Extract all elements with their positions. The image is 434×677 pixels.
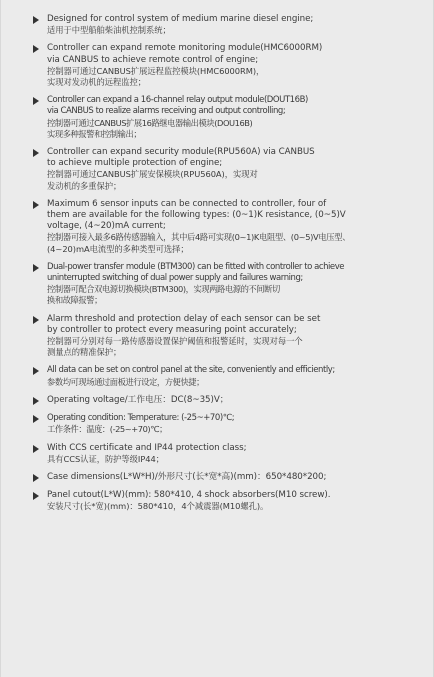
bullet-arrow-icon	[33, 397, 39, 405]
item-text-en: Controller can expand security module(RPU560A) via CANBUS	[47, 147, 315, 158]
feature-item-13	[28, 490, 428, 512]
bullet-arrow-icon	[33, 264, 39, 272]
item-text-en: Dual-power transfer module (BTM300) can be fitted with controller to achieve	[47, 261, 345, 272]
item-text-en: Controller can expand remote monitoring module(HMC6000RM)	[47, 43, 323, 54]
item-text-zh: 控制器可通过CANBUS扩展远程监控模块(HMC6000RM)，	[47, 65, 265, 76]
item-text-en: them are available for the following types: (0~1)K resistance, (0~5)V	[47, 210, 346, 221]
item-text-en: to achieve multiple protection of engine;	[47, 158, 223, 169]
item-text-en: uninterrupted switching of dual power supply and failures warning;	[47, 273, 303, 284]
item-text-zh: 参数均可现场通过面板进行设定，方便快捷；	[47, 376, 204, 387]
item-text-en: via CANBUS to achieve remote control of engine;	[47, 54, 259, 65]
item-text-zh: 测量点的精准保护；	[47, 347, 122, 358]
bullet-arrow-icon	[33, 445, 39, 453]
item-text-zh: 具有CCS认证，防护等级IP44；	[47, 453, 164, 464]
bullet-arrow-icon	[33, 16, 39, 24]
bullet-arrow-icon	[33, 45, 39, 53]
item-text-zh: 工作条件：温度：(-25~+70)℃；	[47, 424, 167, 435]
item-text-zh: 控制器可接入最多6路传感器输入，其中后4路可实现(0~1)K电阻型、(0~5)V电压型、	[47, 232, 351, 243]
bullet-arrow-icon	[33, 97, 39, 105]
item-text-zh: 控制器可通过CANBUS扩展16路继电器输出模块(DOU16B)	[47, 117, 253, 128]
item-text-zh: 安装尺寸(长*宽)(mm)：580*410，4个减震器(M10螺孔)。	[47, 501, 269, 512]
item-text-zh: 控制器可分别对每一路传感器设置保护阈值和报警延时，实现对每一个	[47, 336, 303, 347]
feature-item-5	[28, 199, 428, 255]
item-text-zh: 控制器可配合双电源切换模块(BTM300)，实现两路电源的不间断切	[47, 284, 280, 295]
feature-item-9	[28, 395, 428, 406]
bullet-arrow-icon	[33, 149, 39, 157]
feature-item-7	[28, 314, 428, 359]
bullet-arrow-icon	[33, 316, 39, 324]
bullet-arrow-icon	[33, 474, 39, 482]
feature-item-2	[28, 43, 428, 88]
item-text-zh: 适用于中型船舶柴油机控制系统；	[47, 25, 171, 36]
item-text-en: Controller can expand a 16-channel relay output module(DOUT16B)	[47, 95, 308, 106]
feature-list	[28, 14, 428, 520]
item-text-zh: (4~20)mA电流型的多种类型可选择；	[47, 243, 189, 254]
feature-item-6	[28, 262, 428, 307]
item-text-zh: 实现多种报警和控制输出；	[47, 128, 142, 139]
bullet-arrow-icon	[33, 201, 39, 209]
bullet-arrow-icon	[33, 415, 39, 423]
bullet-arrow-icon	[33, 367, 39, 375]
item-text-en: Case dimensions(L*W*H)/外形尺寸(长*宽*高)(mm)：650*480*200;	[47, 471, 327, 482]
item-text-en: Designed for control system of medium marine diesel engine;	[47, 14, 314, 24]
feature-item-10	[28, 413, 428, 435]
feature-item-1	[28, 14, 428, 36]
item-text-zh: 换和故障报警；	[47, 295, 102, 306]
item-text-en: With CCS certificate and IP44 protection class;	[47, 442, 247, 453]
item-text-en: Alarm threshold and protection delay of each sensor can be set	[47, 313, 321, 324]
item-text-en: Operating condition: Temperature: (-25~+70)℃;	[47, 413, 235, 424]
feature-item-3	[28, 95, 428, 140]
feature-item-8	[28, 365, 428, 387]
feature-item-12	[28, 472, 428, 483]
item-text-en: by controller to protect every measuring point accurately;	[47, 324, 297, 335]
item-text-en: Maximum 6 sensor inputs can be connected to controller, four of	[47, 198, 327, 209]
feature-item-11	[28, 443, 428, 465]
item-text-en: Panel cutout(L*W)(mm): 580*410, 4 shock absorbers(M10 screw).	[47, 490, 331, 501]
item-text-en: voltage, (4~20)mA current;	[47, 221, 166, 232]
item-text-en: via CANBUS to realize alarms receiving and output controlling;	[47, 106, 286, 117]
item-text-en: All data can be set on control panel at the site, conveniently and efficiently;	[47, 365, 335, 376]
item-text-en: Operating voltage/工作电压：DC(8~35)V；	[47, 394, 229, 405]
item-text-zh: 控制器可通过CANBUS扩展安保模块(RPU560A)，实现对	[47, 169, 258, 180]
bullet-arrow-icon	[33, 492, 39, 500]
item-text-zh: 发动机的多重保护；	[47, 180, 122, 191]
feature-item-4	[28, 147, 428, 192]
item-text-zh: 实现对发动机的远程监控；	[47, 77, 146, 88]
